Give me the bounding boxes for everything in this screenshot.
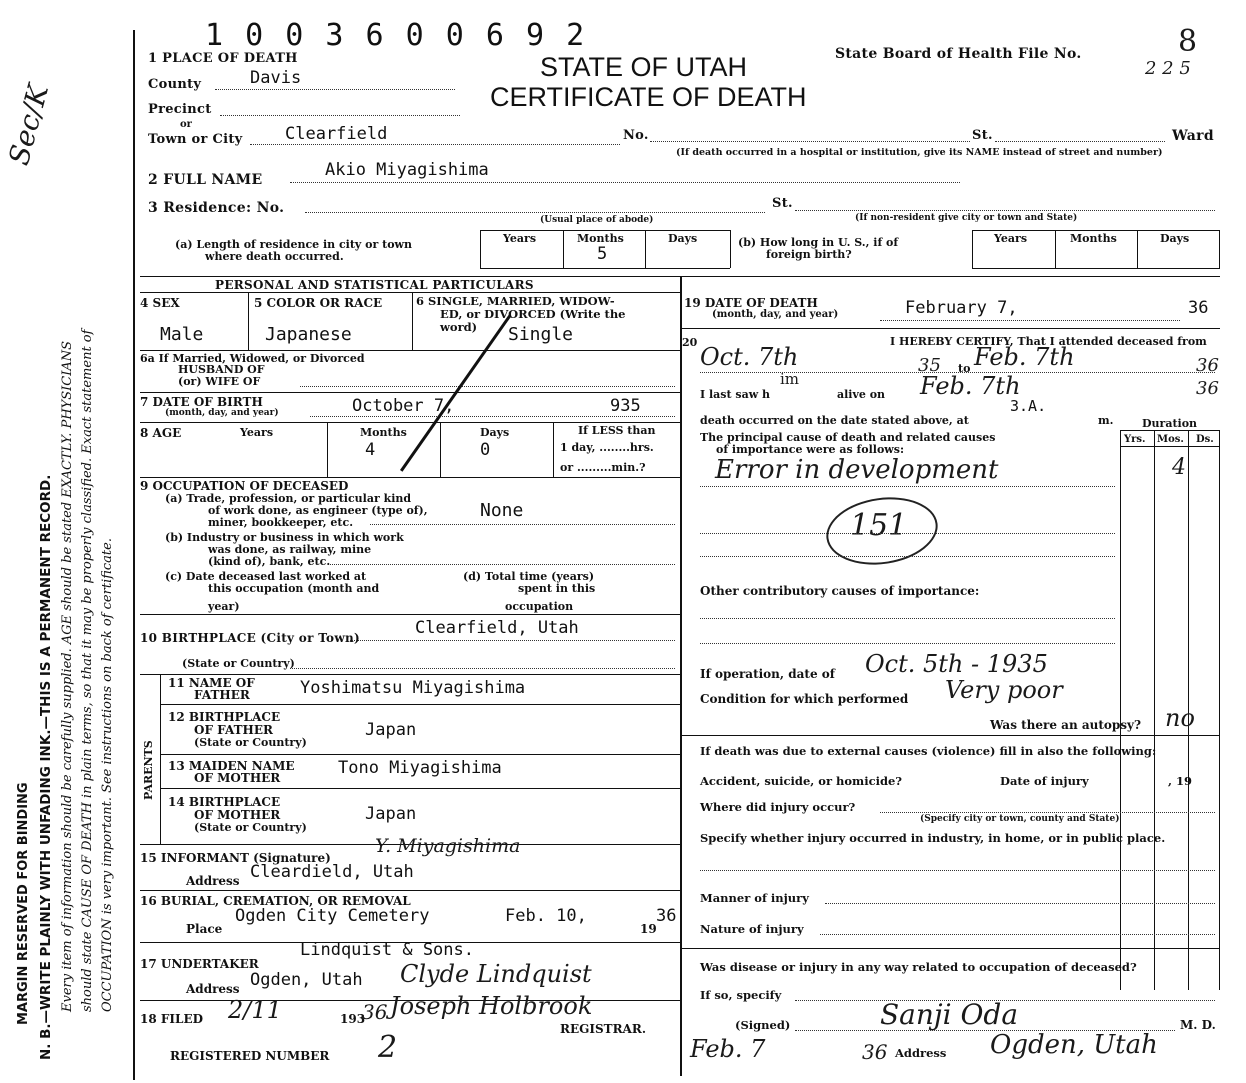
- condition-label: Condition for which performed: [700, 692, 909, 706]
- dob-label: 7 DATE OF BIRTH: [140, 395, 263, 409]
- principal-label2: of importance were as follows:: [716, 443, 904, 456]
- cause-of-death-value: Error in development: [715, 455, 999, 485]
- operation-label: If operation, date of: [700, 667, 835, 681]
- father-value: Yoshimatsu Miyagishima: [300, 678, 526, 698]
- file-no: 8: [1178, 24, 1198, 59]
- dod-sublabel: (month, day, and year): [712, 309, 839, 320]
- autopsy-label: Was there an autopsy?: [990, 718, 1142, 732]
- autopsy-value: no: [1165, 704, 1195, 732]
- us-months-header: Months: [1070, 232, 1117, 245]
- birthplace-state-label: (State or Country): [182, 657, 295, 670]
- occ-c2: this occupation (month and: [208, 582, 380, 595]
- married-label1: 6a If Married, Widowed, or Divorced: [140, 352, 365, 365]
- parents-label: PARENTS: [142, 740, 155, 800]
- full-name-value: Akio Miyagishima: [325, 160, 489, 180]
- occ-d3: occupation: [505, 600, 574, 613]
- margin-info-line3: OCCUPATION is very important. See instructions on back of certificate.: [100, 538, 115, 1012]
- less-label3: or .........min.?: [560, 461, 646, 474]
- personal-box-top: [140, 276, 680, 277]
- length-res-label2: where death occurred.: [205, 250, 344, 263]
- external-label: If death was due to external causes (violence) fill in also the following:: [700, 744, 1157, 758]
- where-label: Where did injury occur?: [700, 800, 856, 814]
- signed-year-value: 36: [862, 1040, 888, 1064]
- age-label: 8 AGE: [140, 426, 182, 440]
- married-label2: HUSBAND OF: [178, 363, 265, 376]
- attended-from-year: 35: [918, 355, 941, 376]
- dob-value: October 7,: [352, 396, 455, 416]
- yrs-header: Yrs.: [1124, 434, 1146, 445]
- him-value: im: [780, 370, 800, 388]
- ward-label: Ward: [1172, 128, 1214, 144]
- bpf-label2: OF FATHER: [194, 723, 274, 737]
- father-birthplace-value: Japan: [365, 720, 417, 740]
- informant-address-value: Cleardield, Utah: [250, 862, 414, 882]
- right-box-top: [680, 276, 1220, 277]
- undertaker-label: 17 UNDERTAKER: [140, 957, 259, 971]
- bpf-label1: 12 BIRTHPLACE: [168, 710, 281, 724]
- specify-where-label: Specify whether injury occurred in industry, in home, or in public place.: [700, 831, 1166, 845]
- hospital-note: (If death occurred in a hospital or institution, give its NAME instead of street and number): [676, 147, 1163, 158]
- to-label: to: [958, 362, 971, 375]
- age-days-label: Days: [480, 426, 510, 439]
- registrar-label: REGISTRAR.: [560, 1022, 647, 1036]
- undertaker-address-value: Ogden, Utah: [250, 970, 363, 990]
- single-label1: 6 SINGLE, MARRIED, WIDOW-: [416, 294, 615, 308]
- county-value: Davis: [250, 68, 302, 88]
- age-years-label: Years: [240, 426, 274, 439]
- title-certificate: CERTIFICATE OF DEATH: [490, 82, 807, 112]
- if-so-label: If so, specify: [700, 988, 782, 1002]
- occ-d2: spent in this: [518, 582, 596, 595]
- us-years-header: Years: [994, 232, 1028, 245]
- certificate-serial: 1 0 0 3 6 0 0 6 9 2: [205, 18, 587, 53]
- attended-from-value: Oct. 7th: [700, 343, 799, 371]
- occ-b2: was done, as railway, mine: [208, 543, 372, 556]
- occ-d1: (d) Total time (years): [463, 570, 595, 583]
- how-long-label: (b) How long in U. S., if of: [738, 236, 899, 249]
- file-no-label: State Board of Health File No.: [835, 46, 1082, 62]
- us-days-header: Days: [1160, 232, 1190, 245]
- signed-label: (Signed): [735, 1018, 791, 1032]
- age-months-value: 4: [365, 440, 376, 460]
- death-occurred-label: death occurred on the date stated above, at: [700, 414, 969, 427]
- last-seen-year: 36: [1196, 378, 1219, 399]
- mother-label1: 13 MAIDEN NAME: [168, 759, 295, 773]
- cause-months-value: 4: [1172, 455, 1186, 480]
- specify-city-note: (Specify city or town, county and State): [920, 814, 1120, 824]
- birthplace-value: Clearfield, Utah: [415, 618, 579, 638]
- race-value: Japanese: [265, 324, 352, 345]
- mother-label2: OF MOTHER: [194, 771, 281, 785]
- married-label3: (or) WIFE OF: [178, 375, 261, 388]
- reg-number-label: REGISTERED NUMBER: [170, 1049, 330, 1063]
- mother-birthplace-value: Japan: [365, 804, 417, 824]
- signed-address-value: Ogden, Utah: [990, 1030, 1158, 1060]
- disease-related-label: Was disease or injury in any way related to occupation of deceased?: [700, 960, 1137, 974]
- nature-label: Nature of injury: [700, 922, 804, 936]
- res-days-header: Days: [668, 232, 698, 245]
- occ-a3: miner, bookkeeper, etc.: [208, 516, 354, 529]
- margin-nb-note: N. B.—WRITE PLAINLY WITH UNFADING INK.—THIS IS A PERMANENT RECORD.: [38, 474, 54, 1060]
- county-label: County: [148, 77, 202, 92]
- personal-header: PERSONAL AND STATISTICAL PARTICULARS: [215, 278, 534, 292]
- sex-label: 4 SEX: [140, 296, 180, 310]
- mother-value: Tono Miyagishima: [338, 758, 502, 778]
- md-label: M. D.: [1180, 1018, 1216, 1032]
- signed-date-value: Feb. 7: [690, 1035, 766, 1063]
- manner-label: Manner of injury: [700, 891, 809, 905]
- filed-year-label: 193: [340, 1012, 366, 1026]
- age-months-label: Months: [360, 426, 407, 439]
- undertaker-signature: Clyde Lindquist: [400, 960, 592, 988]
- bpm-label1: 14 BIRTHPLACE: [168, 795, 281, 809]
- less-label2: 1 day, ........hrs.: [560, 441, 654, 454]
- nonresident-note: (If non-resident give city or town and State): [855, 213, 1078, 223]
- other-causes-label: Other contributory causes of importance:: [700, 584, 980, 598]
- attended-to-year: 36: [1196, 355, 1219, 376]
- bpm-label2: OF MOTHER: [194, 808, 281, 822]
- birthplace-label: 10 BIRTHPLACE (City or Town): [140, 631, 360, 645]
- condition-value: Very poor: [945, 676, 1063, 704]
- marital-value: Single: [508, 324, 574, 345]
- file-no-secondary: 2 2 5: [1145, 58, 1191, 79]
- signed-address-label: Address: [895, 1046, 947, 1060]
- length-res-label: (a) Length of residence in city or town: [175, 238, 413, 251]
- father-label1: 11 NAME OF: [168, 676, 255, 690]
- informant-signature: Y. Miyagishima: [375, 835, 521, 857]
- m-label: m.: [1098, 414, 1114, 427]
- filed-label: 18 FILED: [140, 1012, 203, 1026]
- injury-year-label: , 19: [1168, 774, 1193, 788]
- precinct-label: Precinct: [148, 102, 212, 117]
- res-years-header: Years: [503, 232, 537, 245]
- personal-box-top2: [140, 292, 680, 293]
- color-label: 5 COLOR OR RACE: [254, 296, 383, 310]
- injury-date-label: Date of injury: [1000, 774, 1089, 788]
- certify-label: I HEREBY CERTIFY, That I attended deceased from: [890, 335, 1207, 348]
- principal-label1: The principal cause of death and related causes: [700, 431, 996, 444]
- margin-stamp: Sec/K: [2, 80, 56, 169]
- occupation-label: 9 OCCUPATION OF DECEASED: [140, 479, 349, 493]
- burial-label: 16 BURIAL, CREMATION, OR REMOVAL: [140, 894, 411, 908]
- informant-label: 15 INFORMANT (Signature): [140, 851, 331, 865]
- margin-info-line2: should state CAUSE OF DEATH in plain terms, so that it may be properly classified. Exact statement of: [80, 329, 95, 1012]
- occ-c1: (c) Date deceased last worked at: [165, 570, 367, 583]
- dod-label: 19 DATE OF DEATH: [684, 296, 818, 310]
- ds-header: Ds.: [1196, 434, 1214, 445]
- burial-place-value: Ogden City Cemetery: [235, 906, 430, 926]
- single-label3: word): [440, 320, 478, 334]
- frame-left: [133, 30, 135, 1080]
- sex-value: Male: [160, 324, 204, 345]
- time-value: 3.A.: [1010, 397, 1047, 415]
- no-label: No.: [623, 128, 649, 143]
- operation-date-value: Oct. 5th - 1935: [865, 650, 1048, 678]
- center-divider: [680, 276, 682, 1076]
- diagonal-stroke: [400, 314, 511, 471]
- last-saw-label: I last saw h: [700, 388, 771, 401]
- margin-info-line1: Every item of information should be carefully supplied. AGE should be stated EXACTLY. PHYSICIANS: [60, 340, 75, 1012]
- duration-label: Duration: [1142, 417, 1198, 430]
- father-label2: FATHER: [194, 688, 250, 702]
- filed-value: 2/11: [228, 996, 282, 1024]
- attended-to-value: Feb. 7th: [974, 343, 1075, 371]
- burial-year-label: 19: [640, 922, 657, 936]
- dod-year-value: 36: [1188, 298, 1209, 318]
- less-label1: If LESS than: [578, 424, 656, 437]
- num20-label: 20: [682, 336, 698, 349]
- dob-sublabel: (month, day, and year): [165, 408, 279, 418]
- burial-date-value: Feb. 10,: [505, 906, 587, 926]
- occupation-value: None: [480, 500, 524, 521]
- alive-on-label: alive on: [837, 388, 886, 401]
- accident-label: Accident, suicide, or homicide?: [700, 774, 903, 788]
- st-label: St.: [972, 128, 993, 143]
- residence-st-label: St.: [772, 196, 793, 211]
- dob-year-value: 935: [610, 396, 641, 416]
- full-name-label: 2 FULL NAME: [148, 172, 263, 188]
- burial-place-label: Place: [186, 922, 223, 936]
- reg-number-value: 2: [378, 1030, 398, 1065]
- or-label: or: [180, 119, 192, 130]
- cause-code-value: 151: [850, 508, 908, 543]
- town-label: Town or City: [148, 132, 243, 147]
- title-state: STATE OF UTAH: [540, 52, 747, 82]
- bpf-label3: (State or Country): [194, 736, 307, 749]
- registrar-signature: Joseph Holbrook: [390, 992, 593, 1020]
- usual-abode-note: (Usual place of abode): [540, 215, 654, 225]
- occ-a2: of work done, as engineer (type of),: [208, 504, 428, 517]
- burial-year-value: 36: [656, 906, 677, 926]
- occ-c3: year): [208, 600, 240, 613]
- filed-year-value: 36: [362, 1000, 388, 1024]
- age-days-value: 0: [480, 440, 491, 460]
- place-of-death-label: 1 PLACE OF DEATH: [148, 51, 298, 66]
- bpm-label3: (State or Country): [194, 821, 307, 834]
- residence-label: 3 Residence: No.: [148, 200, 285, 216]
- informant-address-label: Address: [186, 874, 240, 888]
- town-value: Clearfield: [285, 124, 388, 144]
- occ-a1: (a) Trade, profession, or particular kind: [165, 492, 412, 505]
- res-months-header: Months: [577, 232, 624, 245]
- margin-binding-note: MARGIN RESERVED FOR BINDING: [16, 782, 31, 1025]
- occ-b1: (b) Industry or business in which work: [165, 531, 404, 544]
- occ-b3: (kind of), bank, etc.: [208, 555, 331, 568]
- mos-header: Mos.: [1157, 434, 1184, 445]
- last-seen-value: Feb. 7th: [920, 372, 1021, 400]
- undertaker-address-label: Address: [186, 982, 240, 996]
- how-long-label2: foreign birth?: [766, 248, 852, 261]
- res-months-value: 5: [597, 244, 608, 264]
- dod-value: February 7,: [905, 298, 1018, 318]
- single-label2: ED, or DIVORCED (Write the: [440, 307, 626, 321]
- physician-signature: Sanji Oda: [880, 998, 1019, 1031]
- undertaker-value: Lindquist & Sons.: [300, 940, 474, 960]
